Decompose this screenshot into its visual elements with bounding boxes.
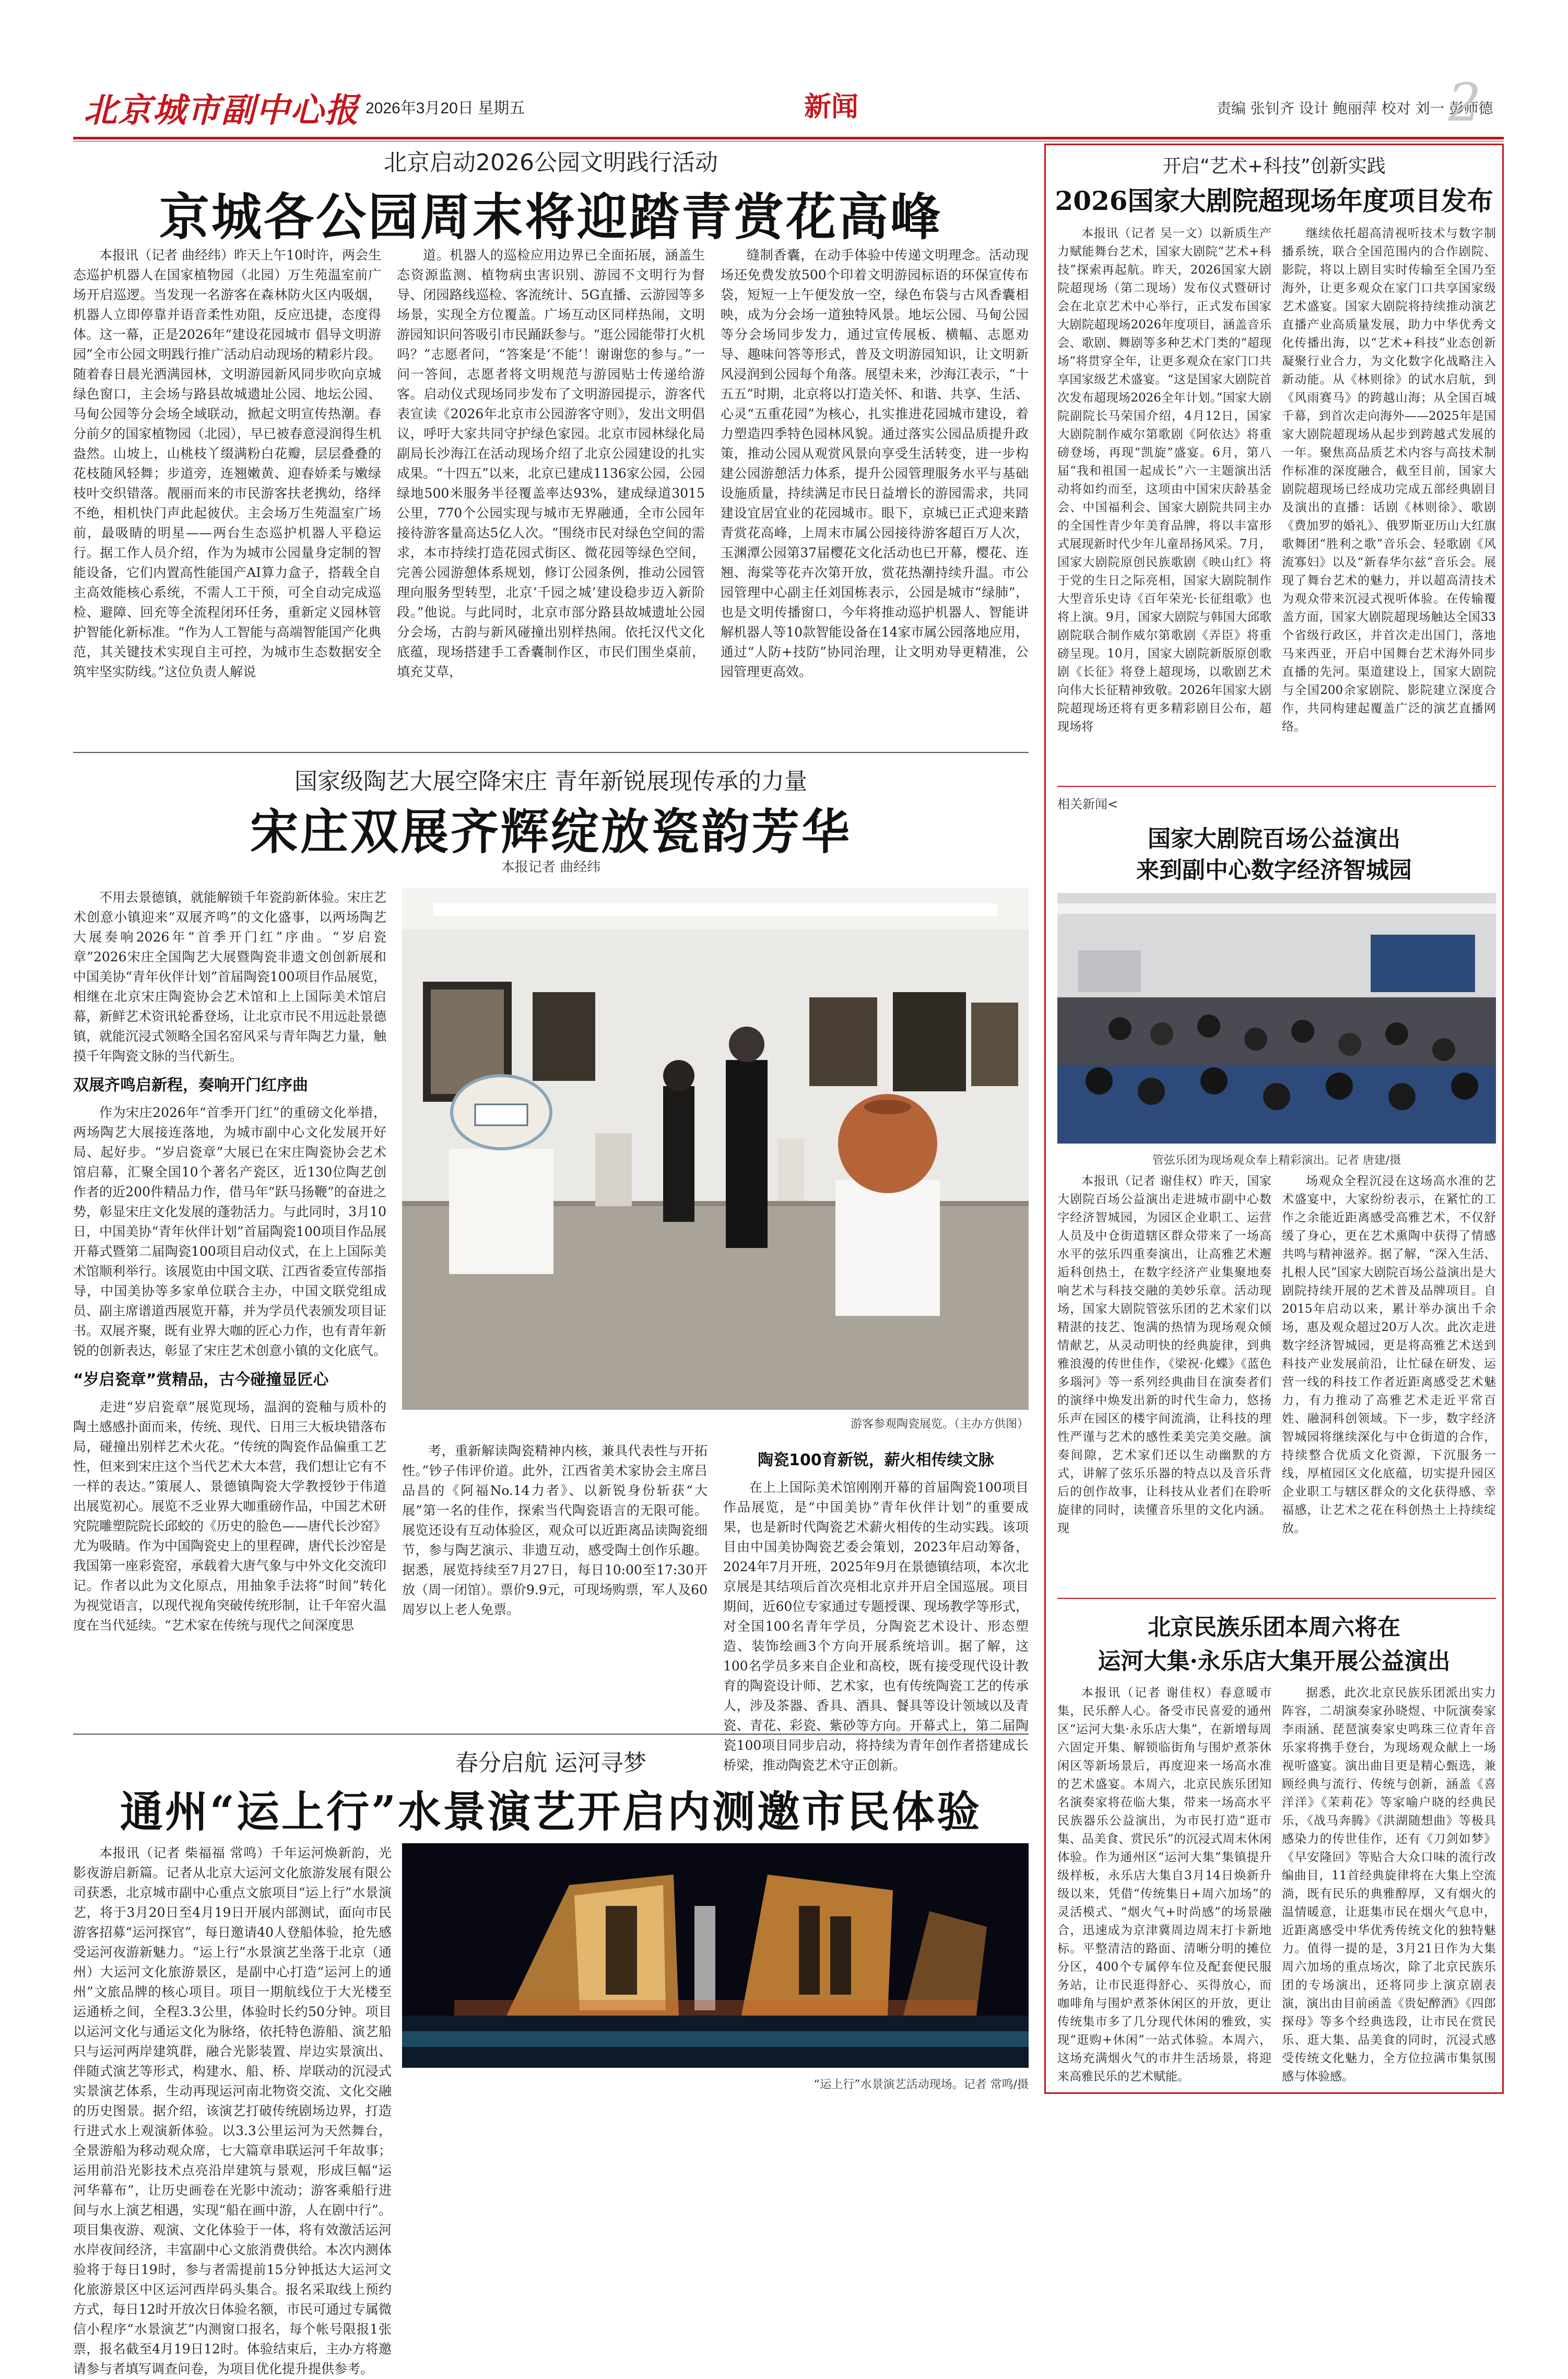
story2-subhead-1: 双展齐鸣启新程，奏响开门红序曲 (73, 1076, 308, 1094)
sidebar-column-1 (1057, 225, 1271, 773)
sidebar-divider-2 (1057, 1598, 1496, 1599)
story2-column-1 (73, 888, 386, 1728)
story3-photo-caption: “运上行”水景演艺活动现场。记者 常鸣/摄 (814, 2078, 1029, 2091)
story2-text-4: 考，重新解读陶瓷精神内核，兼具代表性与开拓性。”钞子伟评价道。此外，江西省美术家协会主席吕品昌的《阿福No.14力者》、以新锐身份斩获“大展”第一名的佳作，探索当代陶瓷语言的无限可能。展览还设有互动体验区，观众可以近距离品读陶瓷细节，参与陶艺演示、非遗互动，感受陶土创作乐趣。据悉，展览持续至7月27日，每日10:00至17:30开放（周一闭馆）。票价9.9元，可现场购票，军人及60周岁以上老人免票。 (402, 1443, 708, 1617)
page-number: 2 (1448, 72, 1481, 133)
story4-headline-line2: 运河大集·永乐店大集开展公益演出 (1098, 1648, 1451, 1675)
story4-text-2: 据悉，此次北京民族乐团派出实力阵容，二胡演奏家孙晓煜、中阮演奏家李雨涵、琵琶演奏家史鸣珠三位青年音乐家将携手登台，为现场观众献上一场视听盛宴。演出曲目更是精心甄选，兼顾经典与流行、传统与创新，涵盖《喜洋洋》《茉莉花》等家喻户晓的经典民乐，《战马奔腾》《洪湖随想曲》等极具感染力的传世佳作，还有《刀剑如梦》《早安隆回》等贴合大众口味的流行改编曲目，11首经典旋律将在大集上空流淌，既有民乐的典雅醇厚，又有烟火的温情暖意，让逛集市民在烟火气息中，近距离感受中华优秀传统文化的独特魅力。值得一提的是，3月21日作为大集周六加场的重点场次，除了北京民族乐团的专场演出，还将同步上演京剧表演，演出由目前函盖《贵妃醉酒》《四郎探母》等多个经典选段，让市民在赏民乐、逛大集、品美食的同时，沉浸式感受传统文化魅力，全方位拉满市集氛围感与体验感。 (1282, 1686, 1496, 2083)
canal-performance-photo (402, 1843, 1029, 2068)
story2-subhead-2: “岁启瓷章”赏精品，古今碰撞显匠心 (73, 1371, 329, 1389)
story4-headline-line1: 北京民族乐团本周六将在 (1148, 1614, 1400, 1641)
paper-name: 北京城市副中心报 (84, 91, 359, 130)
story3-headline: 通州“运上行”水景演艺开启内测邀市民体验 (120, 1787, 982, 1837)
sidebar-kicker: 开启“艺术+科技”创新实践 (1162, 156, 1386, 177)
issue-date: 2026年3月20日 星期五 (366, 100, 525, 117)
sidebar-text-1: 本报讯（记者 吴一文）以新质生产力赋能舞台艺术，国家大剧院“艺术+科技”探索再起航。昨天，2026国家大剧院超现场（第二现场）发布仪式暨研讨会在北京艺术中心举行，正式发布国家大剧院超现场2026年度项目，涵盖音乐会、歌剧、舞剧等多种艺术门类的“超现场”将贯穿全年，让更多观众在家门口共享国家级艺术盛宴。“这是国家大剧院首次发布超现场2026全年计划。”国家大剧院副院长马荣国介绍，4月12日，国家大剧院制作威尔第歌剧《阿依达》将重磅登场，再现“凯旋”盛宴。6月，第八届“我和祖国一起成长”六一主题演出活动将如约而至，这项由中国宋庆龄基金会、中国福利会、国家大剧院共同主办的全国性青少年美育品牌，将以丰富形式展现新时代少年儿童昂扬风采。7月，国家大剧院原创民族歌剧《映山红》将于党的生日之际亮相，国家大剧院制作大型音乐史诗《百年荣光·长征组歌》也将上演。9月，国家大剧院与韩国大邱歌剧院联合制作威尔第歌剧《弄臣》将重磅呈现。10月，国家大剧院新版原创歌剧《长征》将登上超现场，以歌剧艺术向伟大长征精神致敬。2026年国家大剧院超现场还将有更多精彩剧目公布，超现场将 (1057, 227, 1271, 734)
canal-show-illustration (402, 1843, 1029, 2068)
sidebar-text-2: 继续依托超高清视听技术与数字制播系统，联合全国范围内的合作剧院、影院，将以上剧目实时传输至全国乃至海外，让更多观众在家门口共享国家级艺术盛宴。国家大剧院将持续推动演艺直播产业高质量发展，助力中华优秀文化传播出海，以“艺术+科技”业态创新凝聚行业合力，为文化数字化战略注入新动能。从《林则徐》的试水启航，到《风雨赛马》的跨越山海；从全国百城千幕，到首次走向海外——2025年是国家大剧院超现场从起步到跨越式发展的一年。聚焦高品质艺术内容与高技术制作标准的深度融合，截至目前，国家大剧院超现场已经成功完成五部经典剧目及演出的直播：话剧《林则徐》、歌剧《费加罗的婚礼》、俄罗斯亚历山大红旗歌舞团“胜利之歌”音乐会、轻歌剧《风流寡妇》以及“新春华尔兹”音乐会。展现了舞台艺术的魅力，并以超高清技术为观众带来沉浸式视听体验。在传输覆盖方面，国家大剧院超现场触达全国33个省级行政区，并首次走出国门，落地马来西亚，开启中国舞台艺术海外同步直播的先河。渠道建设上，国家大剧院与全国200余家剧院、影院建立深度合作，共同构建起覆盖广泛的演艺直播网络。 (1282, 227, 1496, 734)
story2-text-2: 作为宋庄2026年“首季开门红”的重磅文化举措，两场陶艺大展接连落地，为城市副中心文化发展开好局、起好步。“岁启瓷章”大展已在宋庄陶瓷协会艺术馆启幕，汇聚全国10个著名产瓷区，近130位陶艺创作者的近200件精品力作，借马年“跃马扬鞭”的奋进之势，彰显宋庄文化发展的蓬勃活力。与此同时，3月10日，中国美协“青年伙伴计划”首届陶瓷100项目作品展开幕式暨第二届陶瓷100项目启动仪式，在上上国际美术馆顺利举行。该展览由中国文联、江西省委宣传部指导，中国美协等多家单位联合主办，中国文联党组成员、副主席谱道西展览开幕，并为学员代表颁发项目证书。双展齐聚，既有业界大咖的匠心力作，也有青年新锐的创新表达，彰显了宋庄艺术创意小镇的文化底气。 (73, 1105, 387, 1358)
story3-kicker: 春分启航 运河寻梦 (455, 1750, 646, 1776)
story2-column-3 (723, 1441, 1029, 1773)
masthead-rule-thin (73, 141, 1504, 142)
story2-photo-caption: 游客参观陶瓷展览。（主办方供图） (850, 1418, 1029, 1431)
story2-kicker: 国家级陶艺大展空降宋庄 青年新锐展现传承的力量 (294, 768, 807, 795)
story1-headline: 京城各公园周末将迎踏青赏花高峰 (159, 187, 942, 246)
orchestra-photo (1057, 893, 1496, 1144)
story4-column-1 (1057, 1684, 1271, 2086)
editorial-staff: 责编 张钊齐 设计 鲍丽萍 校对 刘一 彭师德 (1217, 100, 1493, 117)
story1-text-2: 道。机器人的巡检应用边界已全面拓展，涵盖生态资源监测、植物病虫害识别、游园不文明行为督导、闭园路线巡检、客流统计、5G直播、云游园等多场景，实现全方位覆盖。广场互动区同样热闹，文明游园知识问答吸引市民踊跃参与。“逛公园能带打火机吗？”志愿者问，“答案是‘不能’！谢谢您的参与。”一问一答间，志愿者将文明规范与游园贴士传递给游客。启动仪式现场同步发布了文明游园提示，游客代表宣读《2026年北京市公园游客守则》，发出文明倡议，呼吁大家共同守护绿色家园。北京市园林绿化局副局长沙海江在活动现场介绍了北京公园建设的扎实成果。“十四五”以来，北京已建成1136家公园，公园绿地500米服务半径覆盖率达93%，建成绿道3015公里，770个公园实现与城市无界融通，全市公园年接待游客量高达5亿人次。“围绕市民对绿色空间的需求，本市持续打造花园式街区、微花园等绿色空间，完善公园游憩体系规划，修订公园条例，推动公园管理向服务型转型，北京‘千园之城’建设稳步迈入新阶段。”他说。与此同时，北京市部分路县故城遗址公园分会场，古韵与新风碰撞出别样热闹。依托汉代文化底蕴，现场搭建手工香囊制作区，市民们围坐桌前，填充艾草， (397, 248, 705, 679)
story3-column-1 (73, 1843, 392, 2376)
section-divider-2 (73, 1734, 1029, 1735)
story1-column-1 (73, 245, 381, 741)
story2-column-2 (402, 1441, 708, 1728)
story1-text-3: 缝制香囊，在动手体验中传递文明理念。活动现场还免费发放500个印着文明游园标语的环保宣传布袋，短短一上午便发放一空，绿色布袋与古风香囊相映，成为分会场一道独特风景。地坛公园、马甸公园等分会场同步发力，通过宣传展板、横幅、志愿劝导、趣味问答等形式，普及文明游园知识，让文明新风浸润到公园每个角落。展望未来，沙海江表示，“十五五”时期，北京将以打造关怀、和谐、共享、生活、心灵“五重花园”为核心，扎实推进花园城市建设，着力塑造四季特色园林风貌。通过落实公园品质提升政策，推动公园从观赏风景向享受生活转变，进一步构建公园游憩活力体系，提升公园管理服务水平与基础设施质量，持续满足市民日益增长的游园需求，共同建设宜居宜业的花园城市。眼下，京城已正式迎来踏青赏花高峰，上周末市属公园接待游客超百万人次，玉渊潭公园第37届樱花文化活动也已开幕，樱花、连翘、海棠等花卉次第开放，赏花热潮持续升温。市公园管理中心副主任刘国栋表示，公园是城市“绿肺”，也是文明传播窗口，今年将推动巡护机器人、智能讲解机器人等10款智能设备在14家市属公园落地应用，通过“人防+技防”协同治理，让文明劝导更精准，公园管理更高效。 (721, 248, 1029, 679)
sidebar-photo-caption: 管弦乐团为现场观众奉上精彩演出。记者 唐建/摄 (1152, 1154, 1401, 1167)
sidebar-column-2 (1282, 225, 1496, 773)
sidebar-divider (1057, 786, 1496, 787)
exhibition-scene-illustration (402, 888, 1029, 1410)
sidebar-text-3: 本报讯（记者 谢佳权）昨天，国家大剧院百场公益演出走进城市副中心数字经济智城园，为园区企业职工、运营人员及中仓街道辖区群众带来了一场高水平的弦乐四重奏演出，让高雅艺术邂逅科创热土，在数字经济产业集聚地奏响艺术与科技交融的美妙乐章。活动现场，国家大剧院管弦乐团的艺术家们以精湛的技艺、饱满的热情为现场观众倾情献艺，从灵动明快的经典旋律，到典雅浪漫的传世佳作，《梁祝·化蝶》《蓝色多瑙河》等一系列经典曲目在演奏者们的演绎中焕发出新的时代生命力，悠扬乐声在园区的楼宇间流淌，让科技的理性严谨与艺术的感性柔美完美交融。演奏间隙，艺术家们还以生动幽默的方式，讲解了弦乐乐器的特点以及音乐背后的创作故事，让科技从业者们在聆听旋律的同时，读懂音乐里的文化内涵。现 (1057, 1174, 1271, 1535)
story1-text-1: 本报讯（记者 曲经纬）昨天上午10时许，两会生态巡护机器人在国家植物园（北园）万生苑温室前广场开启巡逻。当发现一名游客在森林防火区内吸烟，机器人立即停靠并语音柔性劝阻，反应迅捷，态度得体。这一幕，正是2026年“建设花园城市 倡导文明游园”全市公园文明践行推广活动启动现场的精彩片段。随着春日晨光洒满园林，文明游园新风同步吹向京城绿色窗口，主会场与路县故城遗址公园、地坛公园、马甸公园等分会场全域联动，掀起文明宣传热潮。春分前夕的国家植物园（北园），早已被春意浸润得生机盎然。山坡上，山桃枝丫缀满粉白花瓣，层层叠叠的花枝随风轻舞；步道旁，连翘嫩黄、迎春娇柔与嫩绿枝叶交织错落。靓丽而来的市民游客扶老携幼，络绎不绝，相机快门声此起彼伏。主会场万生苑温室广场前，最吸睛的明星——两台生态巡护机器人平稳运行。据工作人员介绍，作为为城市公园量身定制的智能设备，它们内置高性能国产AI算力盒子，搭载全自主高效能核心系统，不需人工干预，可全自动完成巡检、避障、回充等全流程闭环任务，重新定义园林管护智能化新标准。“作为人工智能与高端智能国产化典范，其关键技术实现自主可控，为城市生态数据安全筑牢坚实防线。”这位负责人解说 (73, 248, 381, 679)
story2-text-3: 走进“岁启瓷章”展览现场，温润的瓷釉与质朴的陶土感感扑面而来，传统、现代、日用三大板块错落布局，碰撞出别样艺术火花。“传统的陶瓷作品偏重工艺性，但来到宋庄这个当代艺术大本营，我们想让它有不一样的表达。”策展人、景德镇陶瓷大学教授钞于伟道出展览初心。展览不乏业界大咖重磅作品，中国艺术研究院雕塑院院长邱蛟的《历史的脸色——唐代长沙窑》尤为吸睛。作为中国陶瓷史上的里程碑，唐代长沙窑是我国第一座彩瓷窑，承载着大唐气象与中外文化交流印记。作者以此为文化原点，用抽象手法将“时间”转化为视觉语言，以现代视角突破传统形制，让千年窑火温度在当代延续。“艺术家在传统与现代之间深度思 (73, 1399, 387, 1633)
story1-column-2 (397, 245, 705, 741)
section-title: 新闻 (804, 91, 859, 123)
sidebar-sub-headline: 来到副中心数字经济智城园 (1136, 857, 1412, 884)
concert-audience-illustration (1057, 893, 1496, 1144)
story2-subhead-3: 陶瓷100育新锐，薪火相传续文脉 (758, 1451, 994, 1469)
story2-headline: 宋庄双展齐辉绽放瓷韵芳华 (250, 804, 852, 860)
story4-column-2 (1282, 1684, 1496, 2086)
story4-text-1: 本报讯（记者 谢佳权）春意暖市集，民乐醉人心。备受市民喜爱的通州区“运河大集·永乐店大集”，在新增每周六固定开集、解锁临街角与围炉煮茶休闲区等新场景后，再度迎来一场高水准的艺术盛宴。本周六，北京民族乐团知名演奏家将莅临大集，带来一场高水平民族器乐公益演出，为市民打造“逛市集、品美食、赏民乐”的沉浸式周末休闲体验。作为通州区“运河大集”集镇提升级样板，永乐店大集自3月14日焕新升级以来，凭借“传统集日+周六加场”的灵活模式、“烟火气+时尚感”的场景融合，迅速成为京津冀周边周末打卡新地标。平整清洁的路面、清晰分明的摊位分区，400个专属停车位及配套便民服务站，让市民逛得舒心、买得放心，而咖啡角与围炉煮茶休闲区的开放，更让传统集市多了几分现代休闲的雅致，实现“逛购+休闲”一站式体验。本周六，这场充满烟火气的市井生活场景，将迎来高雅民乐的艺术赋能。 (1057, 1686, 1271, 2083)
related-news-label: 相关新闻< (1057, 797, 1118, 811)
masthead-rule (73, 137, 1504, 139)
story2-byline: 本报记者 曲经纬 (501, 859, 601, 875)
story2-intro: 不用去景德镇，就能解锁千年瓷韵新体验。宋庄艺术创意小镇迎来“双展齐鸣”的文化盛事，以两场陶艺大展奏响2026年“首季开门红”序曲。“岁启瓷章”2026宋庄全国陶艺大展暨陶瓷非遗文创创新展和中国美协“青年伙伴计划”首届陶瓷100项目作品展览，相继在北京宋庄陶瓷协会艺术馆和上上国际美术馆启幕，新鲜艺术资讯轮番登场，让北京市民不用远赴景德镇，就能沉浸式领略全国名窑风采与青年陶艺力量，触摸千年陶瓷文脉的当代新生。 (73, 890, 387, 1064)
story1-kicker: 北京启动2026公园文明践行活动 (384, 149, 718, 176)
story2-text-5: 在上上国际美术馆刚刚开幕的首届陶瓷100项目作品展览，是“中国美协”青年伙伴计划”的重要成果，也是新时代陶瓷艺术薪火相传的生动实践。该项目由中国美协陶瓷艺委会策划，2023年启动筹备，2024年7月开班，2025年9月在景德镇结项，本次北京展是其结项后首次亮相北京并开启全国巡展。项目期间，近60位专家通过专题授课、现场教学等形式，对全国100名青年学员，分陶瓷艺术设计、形态塑造、装饰绘画3个方向开展系统培训。据了解，这100名学员多来自企业和高校，既有接受现代设计教育的陶瓷设计师、艺术家，也有传统陶瓷工艺的传承人，涉及茶器、香具、酒具、餐具等设计领域以及青瓷、青花、彩瓷、紫砂等方向。开幕式上，第二届陶瓷100项目同步启动，将持续为青年创作者搭建成长桥梁，推动陶瓷艺术守正创新。 (723, 1480, 1029, 1773)
sidebar-headline: 2026国家大剧院超现场年度项目发布 (1055, 185, 1493, 216)
sidebar-sub-kicker: 国家大剧院百场公益演出 (1148, 826, 1400, 852)
sidebar-column-4 (1282, 1172, 1496, 1590)
masthead (73, 72, 1504, 141)
section-divider (73, 752, 1029, 753)
ceramics-exhibition-photo (402, 888, 1029, 1410)
story1-column-3 (721, 245, 1029, 741)
sidebar-text-4: 场观众全程沉浸在这场高水准的艺术盛宴中，大家纷纷表示，在紧忙的工作之余能近距离感受高雅艺术，不仅舒缓了身心，更在艺术熏陶中获得了情感共鸣与精神滋养。据了解，“深入生活、扎根人民”国家大剧院百场公益演出是大剧院持续开展的艺术普及品牌项目。自2015年启动以来，累计举办演出千余场，惠及观众超过20万人次。此次走进数字经济智城园，更是将高雅艺术送到科技产业发展前沿，让忙碌在研发、运营一线的科技工作者近距离感受艺术魅力，有力推动了高雅艺术走近平常百姓、融洞科创领域。下一步，数字经济智城园将继续深化与中仓街道的合作，持续整合优质文化资源，下沉服务一线，厚植园区文化底蕴，切实提升园区企业职工与辖区群众的文化获得感、幸福感，让艺术之花在科创热土上持续绽放。 (1282, 1174, 1496, 1535)
sidebar-column-3 (1057, 1172, 1271, 1590)
story3-text-1: 本报讯（记者 柴福福 常鸣）千年运河焕新韵，光影夜游启新篇。记者从北京大运河文化旅游发展有限公司获悉，北京城市副中心重点文旅项目“运上行”水景演艺，将于3月20日至4月19日开展内部测试，面向市民游客招募“运河探官”，每日邀请40人登船体验，抢先感受运河夜游新魅力。“运上行”水景演艺坐落于北京（通州）大运河文化旅游景区，是副中心打造“运河上的通州”文旅品牌的核心项目。项目一期航线位于大光楼至运通桥之间，全程3.3公里，体验时长约50分钟。项目以运河文化与通运文化为脉络，依托特色游船、演艺船只与运河两岸建筑群，融合光影装置、岸边实景演出、伴随式演艺等形式，构建水、船、桥、岸联动的沉浸式实景演艺体系，生动再现运河南北物资交流、文化交融的历史图景。据介绍，该演艺打破传统剧场边界，打造行进式水上观演新体验。以3.3公里运河为天然舞台，全景游船为移动观众席，七大篇章串联运河千年故事；运用前沿光影技术点亮沿岸建筑与景观，形成巨幅“运河华幕布”，让历史画卷在光影中流动；游客乘船行进间与水上演艺相遇，实现“船在画中游，人在剧中行”。项目集夜游、观演、文化体验于一体，将有效激活运河水岸夜间经济，丰富副中心文旅消费供给。本次内测体验将于每日19时，参与者需提前15分钟抵达大运河文化旅游景区中区运河西岸码头集合。报名采取线上预约方式，每日12时开放次日体验名额，市民可通过专属微信小程序“水景演艺”内测窗口报名，每个帐号限报1张票，报名截至4月19日12时。体验结束后，主办方将邀请参与者填写调查问卷，为项目优化提升提供参考。 (73, 1845, 392, 2376)
